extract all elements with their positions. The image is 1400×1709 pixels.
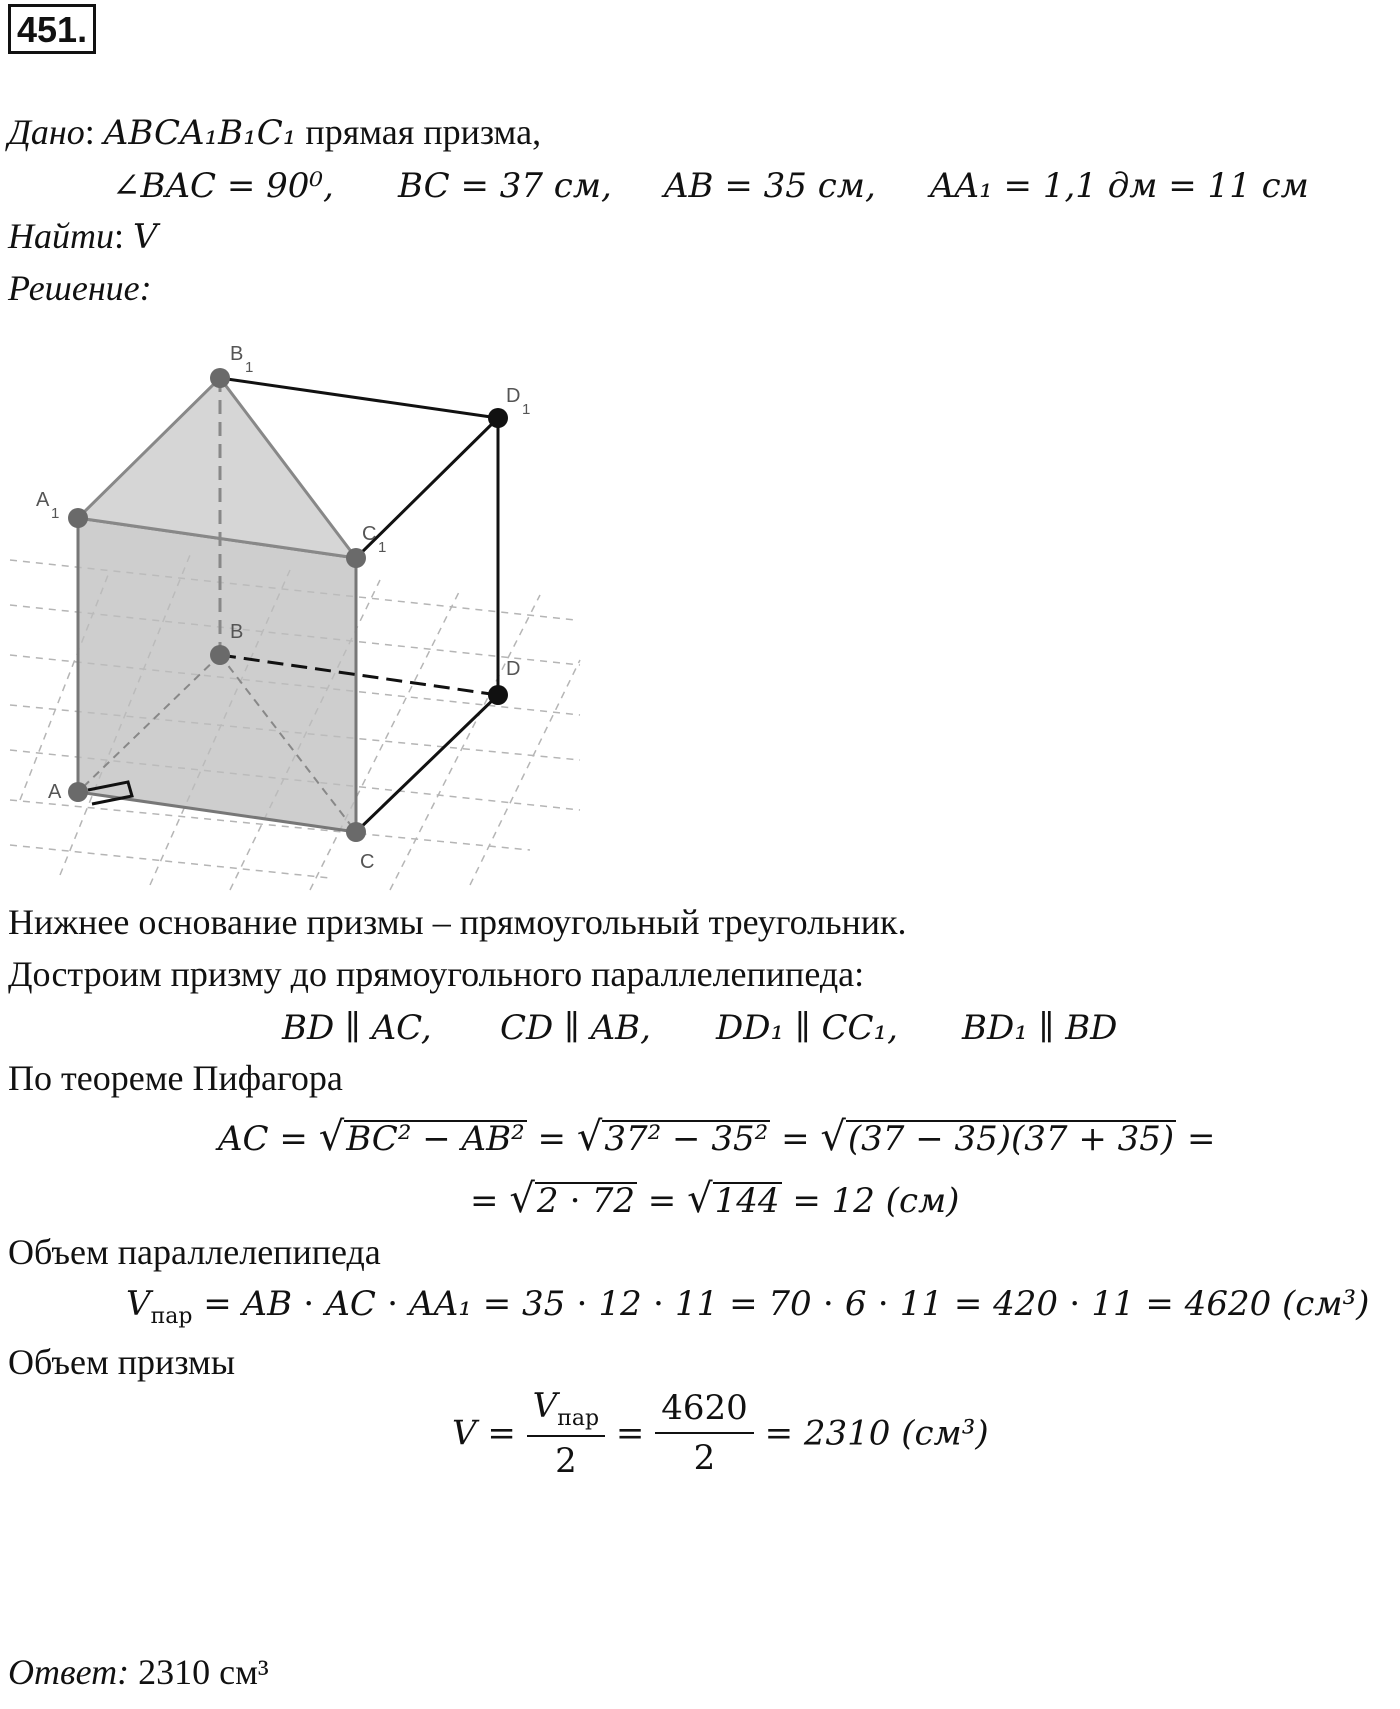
ac-radicand-3: (37 − 35)(37 + 35) — [847, 1119, 1175, 1159]
given-angle: ∠BAC = 90⁰, — [112, 166, 334, 206]
parallel-2: CD ∥ AB, — [500, 1008, 651, 1048]
ac-radicand-2: 37² − 35² — [604, 1119, 769, 1159]
sqrt-icon: √ — [509, 1176, 535, 1222]
ac-lhs: AC = — [218, 1119, 308, 1159]
ac2-radicand-1: 2 ⋅ 72 — [536, 1181, 635, 1221]
v-frac1-num: $V_{пар}$ — [527, 1386, 605, 1437]
find-line: Найти: V — [8, 216, 158, 257]
label-b1-sub: 1 — [245, 359, 254, 376]
point-a — [68, 782, 88, 802]
sqrt-icon: √ — [687, 1176, 713, 1222]
pythagoras-label: По теореме Пифагора — [8, 1058, 343, 1098]
answer-value: 2310 см³ — [138, 1652, 269, 1692]
given-aa1: AA₁ = 1,1 дм = 11 см — [930, 166, 1309, 206]
ac-formula-line-2 — [470, 1176, 959, 1222]
ac2-eq-1: = — [647, 1181, 677, 1221]
ac-eq-1: = — [537, 1119, 567, 1159]
v-fraction-2 — [655, 1388, 754, 1478]
text-line-1: Нижнее основание призмы – прямоугольный треугольник. — [8, 902, 907, 942]
given-bc: BC = 37 см, — [398, 166, 612, 206]
point-d1 — [488, 408, 508, 428]
label-d: D — [506, 658, 521, 680]
sqrt-icon: √ — [318, 1114, 345, 1160]
point-d — [488, 685, 508, 705]
ac2-tail: = 12 (см) — [792, 1181, 960, 1221]
vpar-sub: пар — [150, 1303, 193, 1329]
ac-formula-line-1 — [218, 1114, 1216, 1160]
v-frac2-den: 2 — [693, 1438, 716, 1479]
label-d1: D — [506, 385, 521, 407]
label-c1: C — [362, 523, 377, 545]
label-b1: B — [230, 343, 244, 365]
given-ab: AB = 35 см, — [664, 166, 876, 206]
label-b: B — [230, 621, 244, 643]
ac-radicand-1: BC² − AB² — [346, 1119, 525, 1159]
ac-eq-3: = — [1187, 1119, 1216, 1159]
answer-line — [8, 1654, 269, 1690]
vpar-symbol: V — [126, 1284, 151, 1324]
parallel-3: DD₁ ∥ CC₁, — [716, 1008, 898, 1048]
v-fraction-1 — [527, 1386, 605, 1481]
label-c1-sub: 1 — [378, 539, 387, 556]
v-tail: = 2310 (см³) — [764, 1413, 989, 1454]
ac2-eq: = — [470, 1181, 499, 1221]
answer-label: Ответ: — [8, 1652, 130, 1692]
v-formula — [452, 1386, 989, 1481]
ac-eq-2: = — [781, 1119, 810, 1159]
vpar-formula — [126, 1284, 1369, 1329]
prism-figure — [0, 330, 600, 900]
sqrt-icon: √ — [820, 1114, 846, 1160]
v-frac2-num: 4620 — [655, 1388, 754, 1434]
find-label: Найти — [8, 216, 114, 256]
given-line: Дано: ABCA₁B₁C₁ прямая призма, — [8, 112, 542, 153]
volume-prism-label: Объем призмы — [8, 1342, 236, 1382]
label-c: C — [360, 851, 375, 873]
sqrt-icon: √ — [576, 1114, 603, 1160]
parallel-4: BD₁ ∥ BD — [962, 1008, 1118, 1048]
solution-line: Решение: — [8, 268, 152, 308]
volume-par-label: Объем параллелепипеда — [8, 1232, 381, 1272]
problem-number: 451. — [8, 4, 96, 54]
v-lhs: V = — [452, 1413, 516, 1454]
label-a1-sub: 1 — [51, 505, 60, 522]
parallel-1: BD ∥ AC, — [282, 1008, 432, 1048]
v-frac1-den: 2 — [555, 1440, 577, 1481]
solution-label: Решение — [8, 268, 140, 308]
point-a1 — [68, 508, 88, 528]
point-c1 — [346, 548, 366, 568]
label-d1-sub: 1 — [522, 401, 531, 418]
label-a: A — [48, 781, 62, 803]
point-c — [346, 822, 366, 842]
given-figure-desc: прямая призма, — [305, 112, 542, 152]
ac2-radicand-2: 144 — [714, 1181, 780, 1221]
v-eq: = — [615, 1413, 645, 1454]
vpar-rhs: = AB ⋅ AC ⋅ AA₁ = 35 ⋅ 12 ⋅ 11 = 70 ⋅ 6 ⋅ 11 = 420 ⋅ 11 = 4620 (см³) — [203, 1284, 1370, 1324]
label-a1: A — [36, 489, 50, 511]
given-figure: ABCA₁B₁C₁ — [103, 113, 297, 153]
find-value: V — [133, 217, 158, 257]
point-b1 — [210, 368, 230, 388]
text-line-2: Достроим призму до прямоугольного параллелепипеда: — [8, 954, 865, 994]
point-b — [210, 645, 230, 665]
given-label: Дано — [8, 112, 85, 152]
